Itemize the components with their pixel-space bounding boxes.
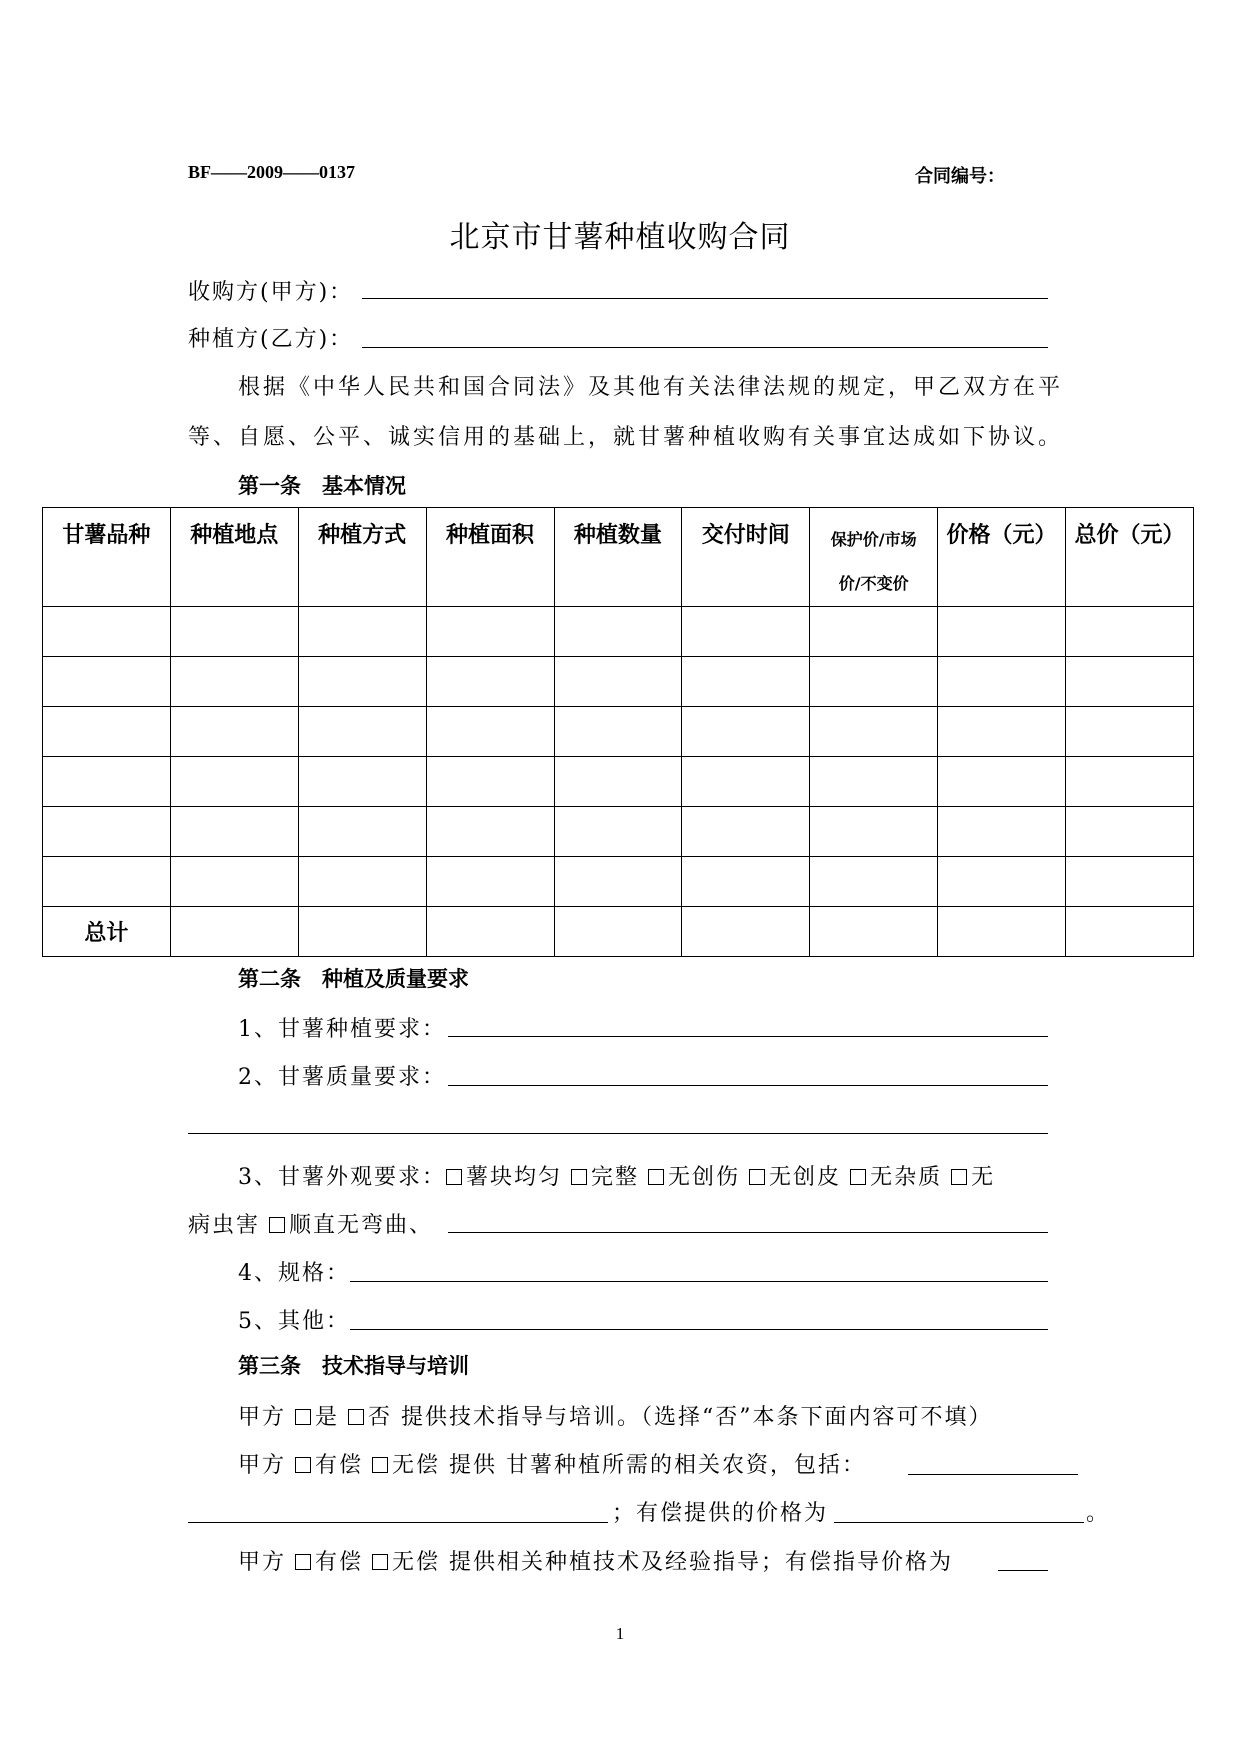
materials-line [238,1448,866,1479]
materials-field[interactable] [908,1474,1078,1475]
table-row [43,807,1194,857]
paid-price-label: ；有偿提供的价格为 [612,1501,829,1526]
table-row [43,857,1194,907]
party-a-label: 甲方 [238,1453,287,1478]
col-total-price: 总价（元） [1066,508,1194,607]
table-cell[interactable] [682,907,810,957]
table-cell[interactable] [810,807,938,857]
table-cell[interactable] [43,607,171,657]
table-header-row [43,508,1194,607]
table-cell[interactable] [298,807,426,857]
table-cell[interactable] [554,607,682,657]
paid-price-field[interactable] [834,1522,1084,1523]
guidance-line [238,1545,953,1576]
table-cell[interactable] [426,657,554,707]
option-free: 无偿 [392,1453,441,1478]
table-cell[interactable] [810,907,938,957]
table-cell[interactable] [426,907,554,957]
table-cell[interactable] [170,657,298,707]
table-cell[interactable] [1066,707,1194,757]
table-cell[interactable] [170,907,298,957]
table-cell[interactable] [810,657,938,707]
planter-label: 种植方(乙方)： [188,327,354,352]
option-no: 否 [368,1405,393,1430]
col-price-type [810,508,938,607]
article-2-heading: 第二条 种植及质量要求 [238,966,469,991]
col-quantity: 种植数量 [554,508,682,607]
appearance-req-label: 3、甘薯外观要求： [238,1165,446,1190]
basic-info-table [42,507,1194,957]
table-cell[interactable] [298,707,426,757]
table-total-row [43,907,1194,957]
table-row [43,707,1194,757]
option-guidance-paid: 有偿 [315,1550,364,1575]
contract-number-label: 合同编号： [915,166,1005,187]
table-cell[interactable] [810,707,938,757]
checkbox-no-skin-damage[interactable] [749,1169,765,1185]
other-field[interactable] [350,1329,1048,1330]
option-no-pests-part2: 病虫害 [188,1213,261,1238]
table-cell[interactable] [170,807,298,857]
table-cell[interactable] [298,907,426,957]
table-cell[interactable] [43,657,171,707]
option-paid: 有偿 [315,1453,364,1478]
other-label: 5、其他： [238,1309,350,1334]
table-cell[interactable] [938,807,1066,857]
table-cell[interactable] [298,657,426,707]
option-yes: 是 [315,1405,340,1430]
table-row [43,657,1194,707]
option-uniform: 薯块均匀 [466,1165,563,1190]
guidance-price-field[interactable] [998,1570,1048,1571]
table-cell[interactable] [298,857,426,907]
table-cell[interactable] [426,807,554,857]
table-cell[interactable] [1066,657,1194,707]
table-cell[interactable] [554,657,682,707]
table-cell[interactable] [682,757,810,807]
table-cell[interactable] [554,757,682,807]
option-straight: 顺直无弯曲、 [289,1213,434,1238]
buyer-label: 收购方(甲方)： [188,280,354,305]
table-cell[interactable] [170,707,298,757]
table-cell[interactable] [170,757,298,807]
appearance-req-line [238,1160,995,1191]
table-cell[interactable] [938,607,1066,657]
checkbox-no-wound[interactable] [648,1169,664,1185]
checkbox-intact[interactable] [571,1169,587,1185]
table-cell[interactable] [298,607,426,657]
table-cell[interactable] [938,857,1066,907]
checkbox-straight[interactable] [269,1217,285,1233]
appearance-req-line-2 [188,1208,433,1239]
table-cell[interactable] [1066,857,1194,907]
checkbox-yes[interactable] [295,1409,311,1425]
table-row [43,757,1194,807]
table-cell[interactable] [682,607,810,657]
checkbox-guidance-paid[interactable] [295,1554,311,1570]
table-cell[interactable] [810,857,938,907]
planting-req-label: 1、甘薯种植要求： [238,1017,446,1042]
col-variety: 甘薯品种 [43,508,171,607]
table-cell[interactable] [938,757,1066,807]
materials-field-cont[interactable] [188,1522,608,1523]
checkbox-no-impurity[interactable] [850,1169,866,1185]
document-code: BF——2009——0137 [188,162,356,182]
intro-line-2: 等、自愿、公平、诚实信用的基础上，就甘薯种植收购有关事宜达成如下协议。 [188,425,1064,450]
col-delivery-time: 交付时间 [682,508,810,607]
table-cell[interactable] [170,607,298,657]
checkbox-no[interactable] [348,1409,364,1425]
table-cell[interactable] [938,657,1066,707]
col-area: 种植面积 [426,508,554,607]
planting-req-field[interactable] [448,1036,1048,1037]
option-no-wound: 无创伤 [668,1165,741,1190]
total-label: 总计 [43,907,171,957]
option-no-skin-damage: 无创皮 [769,1165,842,1190]
col-price-type-line1: 保护价/市场 [830,530,917,549]
table-row [43,607,1194,657]
table-cell[interactable] [43,757,171,807]
table-cell[interactable] [43,857,171,907]
table-cell[interactable] [426,707,554,757]
table-cell[interactable] [554,707,682,757]
table-cell[interactable] [43,807,171,857]
table-cell[interactable] [426,857,554,907]
quality-req-field[interactable] [448,1085,1048,1086]
table-cell[interactable] [682,807,810,857]
table-cell[interactable] [298,757,426,807]
table-cell[interactable] [1066,807,1194,857]
appearance-other-field[interactable] [448,1232,1048,1233]
table-cell[interactable] [554,857,682,907]
table-cell[interactable] [1066,907,1194,957]
table-cell[interactable] [810,607,938,657]
table-cell[interactable] [170,857,298,907]
table-cell[interactable] [1066,607,1194,657]
page-number: 1 [615,1624,625,1643]
table-cell[interactable] [682,657,810,707]
checkbox-paid[interactable] [295,1457,311,1473]
col-price-type-line2: 价/不变价 [838,574,909,593]
option-no-pests-part1: 无 [971,1165,996,1190]
quality-req-field-cont[interactable] [188,1133,1048,1134]
table-cell[interactable] [43,707,171,757]
quality-req-label: 2、甘薯质量要求： [238,1065,446,1090]
table-cell[interactable] [810,757,938,807]
table-cell[interactable] [682,707,810,757]
table-cell[interactable] [554,807,682,857]
intro-line-1: 根据《中华人民共和国合同法》及其他有关法律法规的规定，甲乙双方在平 [238,375,1064,400]
spec-field[interactable] [350,1281,1048,1282]
table-cell[interactable] [938,707,1066,757]
buyer-field[interactable] [362,298,1048,299]
training-line [238,1400,993,1431]
table-cell[interactable] [426,607,554,657]
checkbox-no-pests[interactable] [951,1169,967,1185]
training-text: 提供技术指导与培训。（选择“否”本条下面内容可不填） [401,1405,993,1430]
page-title: 北京市甘薯种植收购合同 [449,220,791,255]
table-cell[interactable] [554,907,682,957]
option-guidance-free: 无偿 [392,1550,441,1575]
guidance-text: 提供相关种植技术及经验指导；有偿指导价格为 [449,1550,954,1575]
checkbox-uniform[interactable] [446,1169,462,1185]
article-3-heading: 第三条 技术指导与培训 [238,1353,469,1378]
spec-label: 4、规格： [238,1261,350,1286]
table-cell[interactable] [682,857,810,907]
checkbox-guidance-free[interactable] [372,1554,388,1570]
article-1-heading: 第一条 基本情况 [238,473,406,498]
table-cell[interactable] [1066,757,1194,807]
col-location: 种植地点 [170,508,298,607]
period: 。 [1086,1501,1112,1526]
materials-text: 提供 甘薯种植所需的相关农资，包括： [449,1453,867,1478]
col-price: 价格（元） [938,508,1066,607]
option-intact: 完整 [591,1165,640,1190]
option-no-impurity: 无杂质 [870,1165,943,1190]
col-method: 种植方式 [298,508,426,607]
checkbox-free[interactable] [372,1457,388,1473]
party-a-label: 甲方 [238,1405,287,1430]
table-cell[interactable] [426,757,554,807]
party-a-label: 甲方 [238,1550,287,1575]
table-cell[interactable] [938,907,1066,957]
planter-field[interactable] [362,347,1048,348]
